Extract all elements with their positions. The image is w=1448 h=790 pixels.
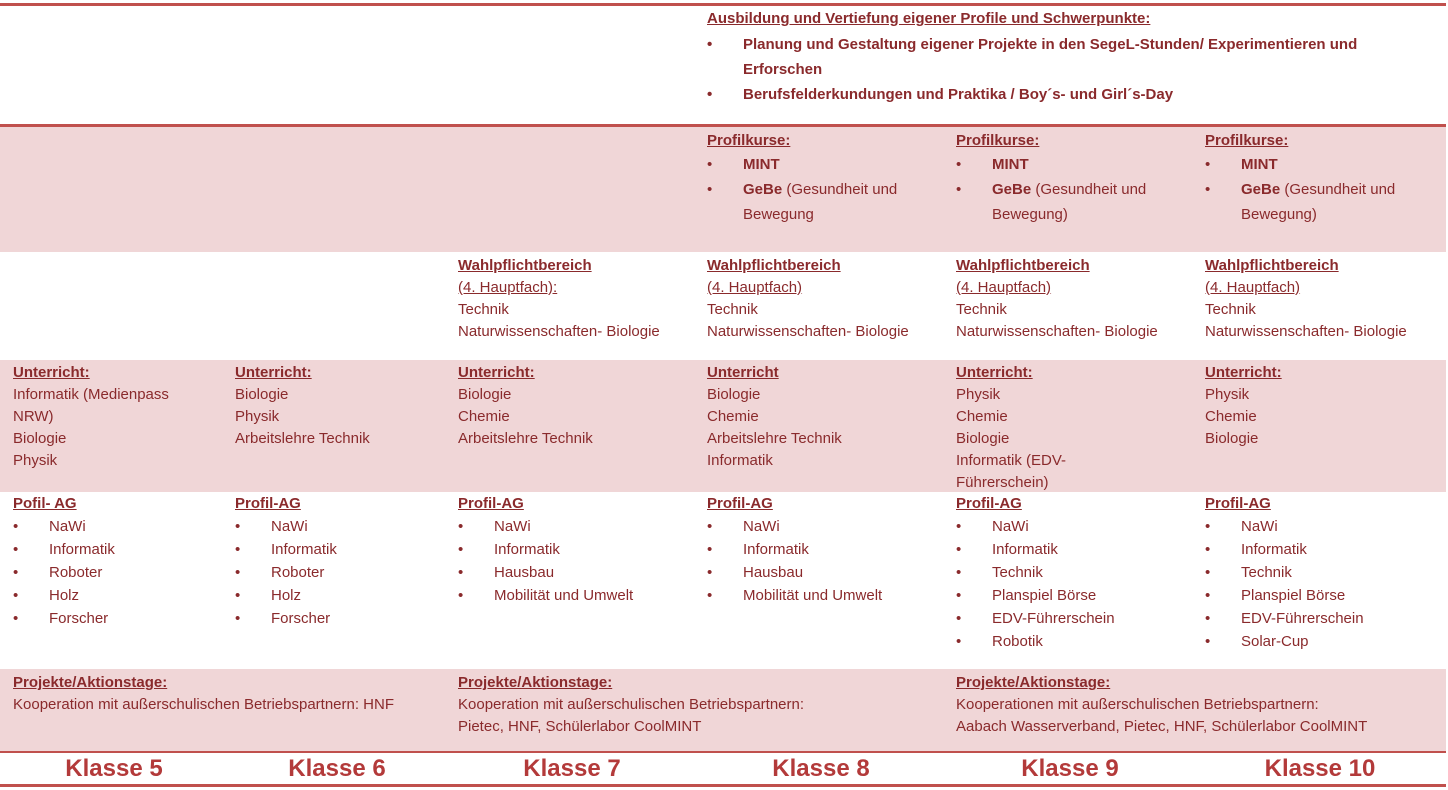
list-item: • Informatik <box>235 538 450 561</box>
klasse-label: Klasse 7 <box>523 755 621 782</box>
list-item: • MINT <box>1205 152 1440 177</box>
klasse-label: Klasse 6 <box>288 755 386 782</box>
list-item: • Informatik <box>13 538 228 561</box>
ag-heading: Profil-AG <box>956 495 1022 512</box>
list-item: • Informatik <box>956 538 1196 561</box>
list-item: • Roboter <box>13 561 228 584</box>
unterricht-k6 <box>235 362 450 450</box>
profilkurse-k10 <box>1205 130 1440 227</box>
unterricht-item: Informatik (EDV- <box>956 452 1067 469</box>
list-item: • Technik <box>1205 561 1445 584</box>
wahlpflicht-line: Technik <box>707 301 758 318</box>
unterricht-item: Biologie <box>13 430 67 447</box>
wahlpflicht-line: Naturwissenschaften- Biologie <box>707 323 909 340</box>
list-item: • Forscher <box>235 607 450 630</box>
list-item: • Mobilität und Umwelt <box>707 584 947 607</box>
wahlpflicht-line: Naturwissenschaften- Biologie <box>458 323 660 340</box>
wahlpflicht-heading: Wahlpflichtbereich <box>1205 257 1339 274</box>
list-item: • NaWi <box>707 515 947 538</box>
list-item: • Hausbau <box>707 561 947 584</box>
list-item: • Robotik <box>956 630 1196 653</box>
unterricht-item: Informatik <box>707 452 773 469</box>
unterricht-item: Physik <box>1205 386 1250 403</box>
unterricht-heading: Unterricht: <box>956 364 1033 381</box>
ag-list <box>1205 515 1445 653</box>
unterricht-item: Arbeitslehre Technik <box>707 430 842 447</box>
list-item: • Hausbau <box>458 561 698 584</box>
profilkurse-heading: Profilkurse: <box>956 132 1040 149</box>
profilkurse-list <box>956 152 1191 227</box>
list-item: • Technik <box>956 561 1196 584</box>
unterricht-item: Führerschein) <box>956 474 1049 491</box>
top-section <box>707 8 1407 107</box>
ag-k9 <box>956 493 1196 653</box>
wahlpflicht-line: Naturwissenschaften- Biologie <box>956 323 1158 340</box>
unterricht-item: Biologie <box>458 386 512 403</box>
projekte-text: Kooperation mit außerschulischen Betriebspartnern: <box>458 696 805 713</box>
wahlpflicht-heading: Wahlpflichtbereich <box>458 257 592 274</box>
wahlpflicht-k8 <box>707 255 952 343</box>
unterricht-item: Biologie <box>1205 430 1259 447</box>
ag-k7 <box>458 493 698 607</box>
top-rule <box>0 3 1446 6</box>
klasse-label: Klasse 8 <box>772 755 870 782</box>
projekte-text: Kooperationen mit außerschulischen Betriebspartnern: <box>956 696 1319 713</box>
list-item: • NaWi <box>235 515 450 538</box>
ag-heading: Profil-AG <box>458 495 524 512</box>
unterricht-k10 <box>1205 362 1445 450</box>
unterricht-item: Informatik (Medienpass <box>13 386 169 403</box>
list-item: • Informatik <box>458 538 698 561</box>
ag-k8 <box>707 493 947 607</box>
ag-heading: Profil-AG <box>235 495 301 512</box>
projekte-heading: Projekte/Aktionstage: <box>458 674 613 691</box>
list-item: • GeBe (Gesundheit und Bewegung) <box>1205 177 1440 227</box>
list-item: • EDV-Führerschein <box>956 607 1196 630</box>
list-item: • MINT <box>956 152 1191 177</box>
projekte-heading: Projekte/Aktionstage: <box>956 674 1111 691</box>
wahlpflicht-k7 <box>458 255 703 343</box>
unterricht-item: Biologie <box>235 386 289 403</box>
list-item: • Roboter <box>235 561 450 584</box>
unterricht-heading: Unterricht <box>707 364 779 381</box>
wahlpflicht-sub: (4. Hauptfach) <box>707 279 803 296</box>
ag-list <box>458 515 698 607</box>
list-item: • NaWi <box>1205 515 1445 538</box>
unterricht-item: Biologie <box>956 430 1010 447</box>
unterricht-k5 <box>13 362 228 472</box>
unterricht-item: Chemie <box>956 408 1008 425</box>
list-item: • Holz <box>235 584 450 607</box>
ag-heading: Profil-AG <box>1205 495 1271 512</box>
unterricht-heading: Unterricht: <box>1205 364 1282 381</box>
unterricht-k8 <box>707 362 947 472</box>
list-item: • GeBe (Gesundheit und Bewegung <box>707 177 942 227</box>
ag-list <box>707 515 947 607</box>
projekte-k78 <box>458 672 948 738</box>
top-list <box>707 32 1407 107</box>
projekte-heading: Projekte/Aktionstage: <box>13 674 168 691</box>
list-item: • Planung und Gestaltung eigener Projekte in den SegeL-Stunden/ Experimentieren und Erforschen <box>707 32 1407 82</box>
ag-k10 <box>1205 493 1445 653</box>
wahlpflicht-line: Naturwissenschaften- Biologie <box>1205 323 1407 340</box>
profilkurse-list <box>1205 152 1440 227</box>
unterricht-item: Arbeitslehre Technik <box>235 430 370 447</box>
list-item: • MINT <box>707 152 942 177</box>
unterricht-heading: Unterricht: <box>13 364 90 381</box>
list-item: • Berufsfelderkundungen und Praktika / Boy´s- und Girl´s-Day <box>707 82 1407 107</box>
klasse-label: Klasse 10 <box>1264 755 1376 782</box>
unterricht-k7 <box>458 362 698 450</box>
ag-list <box>956 515 1196 653</box>
klasse-label: Klasse 9 <box>1021 755 1119 782</box>
projekte-text: Aabach Wasserverband, Pietec, HNF, Schülerlabor CoolMINT <box>956 718 1368 735</box>
unterricht-k9 <box>956 362 1196 494</box>
projekte-text: Pietec, HNF, Schülerlabor CoolMINT <box>458 718 702 735</box>
unterricht-item: Biologie <box>707 386 761 403</box>
ag-k5 <box>13 493 228 630</box>
unterricht-item: Physik <box>235 408 280 425</box>
profilkurse-heading: Profilkurse: <box>707 132 791 149</box>
wahlpflicht-line: Technik <box>956 301 1007 318</box>
wahlpflicht-sub: (4. Hauptfach): <box>458 279 558 296</box>
list-item: • NaWi <box>13 515 228 538</box>
unterricht-item: Chemie <box>1205 408 1257 425</box>
wahlpflicht-sub: (4. Hauptfach) <box>1205 279 1301 296</box>
list-item: • Planspiel Börse <box>956 584 1196 607</box>
list-item: • Forscher <box>13 607 228 630</box>
list-item: • Informatik <box>1205 538 1445 561</box>
wahlpflicht-line: Technik <box>1205 301 1256 318</box>
wahlpflicht-heading: Wahlpflichtbereich <box>707 257 841 274</box>
ag-heading: Pofil- AG <box>13 495 77 512</box>
wahlpflicht-line: Technik <box>458 301 509 318</box>
unterricht-item: Physik <box>956 386 1001 403</box>
projekte-k910 <box>956 672 1446 738</box>
list-item: • Holz <box>13 584 228 607</box>
unterricht-item: NRW) <box>13 408 54 425</box>
wahlpflicht-k10 <box>1205 255 1445 343</box>
ag-k6 <box>235 493 450 630</box>
list-item: • Informatik <box>707 538 947 561</box>
unterricht-item: Chemie <box>707 408 759 425</box>
list-item: • GeBe (Gesundheit und Bewegung) <box>956 177 1191 227</box>
list-item: • NaWi <box>956 515 1196 538</box>
projekte-k56 <box>13 672 453 716</box>
unterricht-item: Physik <box>13 452 58 469</box>
klasse-label: Klasse 5 <box>65 755 163 782</box>
list-item: • NaWi <box>458 515 698 538</box>
unterricht-item: Chemie <box>458 408 510 425</box>
wahlpflicht-k9 <box>956 255 1201 343</box>
ag-list <box>235 515 450 630</box>
wahlpflicht-sub: (4. Hauptfach) <box>956 279 1052 296</box>
list-item: • EDV-Führerschein <box>1205 607 1445 630</box>
profilkurse-k9 <box>956 130 1191 227</box>
profilkurse-list <box>707 152 942 227</box>
top-heading: Ausbildung und Vertiefung eigener Profile und Schwerpunkte: <box>707 10 1151 27</box>
rule-profilkurse <box>0 124 1446 127</box>
wahlpflicht-heading: Wahlpflichtbereich <box>956 257 1090 274</box>
list-item: • Planspiel Börse <box>1205 584 1445 607</box>
unterricht-heading: Unterricht: <box>458 364 535 381</box>
ag-list <box>13 515 228 630</box>
projekte-text: Kooperation mit außerschulischen Betriebspartnern: HNF <box>13 696 395 713</box>
ag-heading: Profil-AG <box>707 495 773 512</box>
profilkurse-heading: Profilkurse: <box>1205 132 1289 149</box>
profilkurse-k8 <box>707 130 942 227</box>
unterricht-heading: Unterricht: <box>235 364 312 381</box>
list-item: • Solar-Cup <box>1205 630 1445 653</box>
list-item: • Mobilität und Umwelt <box>458 584 698 607</box>
unterricht-item: Arbeitslehre Technik <box>458 430 593 447</box>
